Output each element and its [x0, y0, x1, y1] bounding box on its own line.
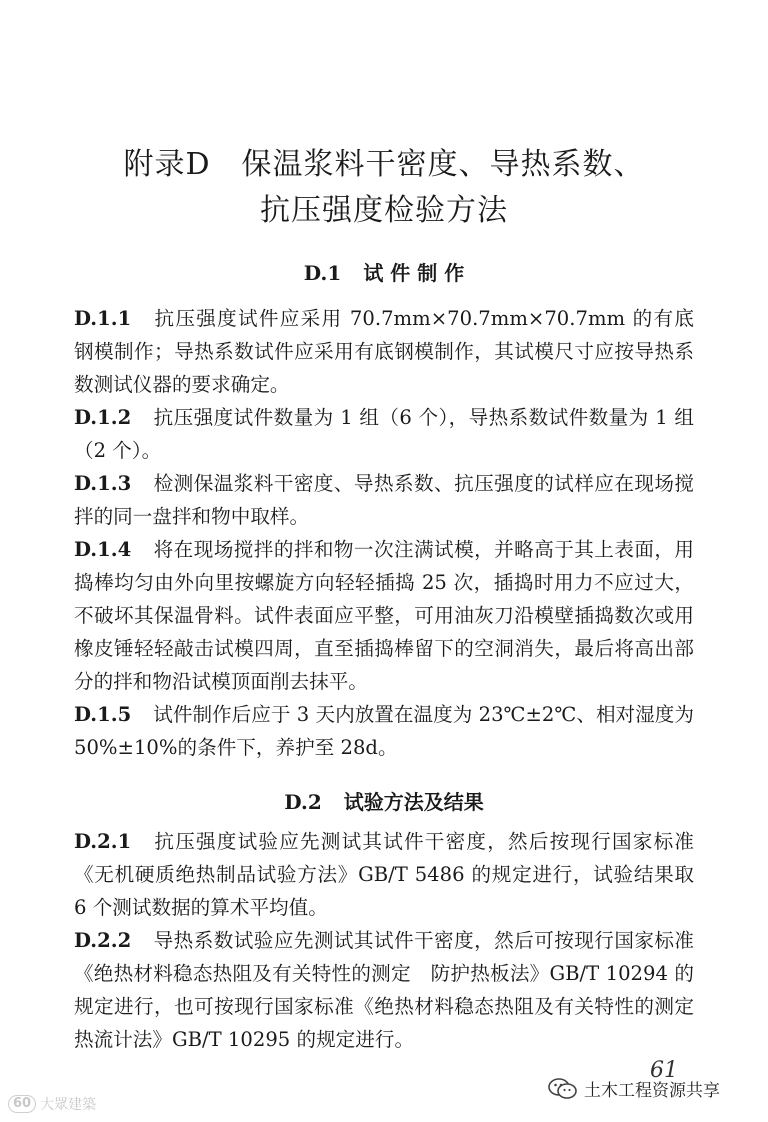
section-number: D.2: [284, 790, 322, 814]
title-line-1: 附录D 保温浆料干密度、导热系数、: [123, 147, 645, 182]
watermark-logo: 60: [8, 1095, 36, 1113]
clause-d-2-1: [74, 825, 694, 924]
section-d2-body: [74, 825, 714, 1056]
clause-d-1-3: [74, 467, 694, 533]
section-heading-d1: [60, 257, 708, 286]
watermark-source-text: 土木工程资源共享: [584, 1081, 720, 1101]
clause-text: 抗压强度试件数量为 1 组（6 个），导热系数试件数量为 1 组（2 个）。: [74, 406, 694, 462]
clause-d-1-2: [74, 401, 694, 467]
watermark-source: [548, 1076, 720, 1101]
clause-number: D.1.3: [74, 472, 132, 495]
page-number: 61: [650, 1058, 678, 1083]
section-number: D.1: [303, 261, 342, 285]
watermark-corner-text: 大眾建築: [40, 1097, 97, 1113]
title-line-2: 抗压强度检验方法: [260, 193, 508, 228]
wechat-icon: [548, 1077, 578, 1101]
clause-number: D.1.5: [74, 703, 132, 726]
clause-text: 导热系数试验应先测试其试件干密度，然后可按现行国家标准《绝热材料稳态热阻及有关特性的测定 防护热板法》GB/T 10294 的规定进行，也可按现行国家标准《绝热材料稳态热阻及有关特性的测定 热流计法》GB/T 10295 的规定进行。: [74, 929, 714, 1051]
clause-text: 抗压强度试件应采用 70.7mm×70.7mm×70.7mm 的有底钢模制作；导热系数试件应采用有底钢模制作，其试模尺寸应按导热系数测试仪器的要求确定。: [74, 307, 694, 396]
section-heading-d2: [60, 786, 708, 815]
appendix-title: [60, 142, 708, 234]
clause-number: D.2.1: [74, 830, 132, 853]
section-title: 试验方法及结果: [343, 790, 484, 814]
clause-text: 将在现场搅拌的拌和物一次注满试模，并略高于其上表面，用捣棒均匀由外向里按螺旋方向轻轻插捣 25 次，插捣时用力不应过大，不破坏其保温骨料。试件表面应平整，可用油灰刀沿模壁插捣数次或用橡皮锤轻轻敲击试模四周，直至插捣棒留下的空洞消失，最后将高出部分的拌和物沿试模顶面削去抹平。: [74, 538, 694, 693]
clause-d-1-5: [74, 698, 694, 764]
clause-number: D.1.1: [74, 307, 132, 330]
clause-d-1-1: [74, 302, 694, 401]
clause-number: D.2.2: [74, 929, 132, 952]
clause-text: 试件制作后应于 3 天内放置在温度为 23℃±2℃、相对湿度为 50%±10%的条件下，养护至 28d。: [74, 703, 694, 759]
clause-d-2-2: [74, 924, 714, 1056]
clause-number: D.1.4: [74, 538, 132, 561]
section-d1-body: [74, 302, 694, 764]
clause-text: 抗压强度试验应先测试其试件干密度，然后按现行国家标准《无机硬质绝热制品试验方法》GB/T 5486 的规定进行，试验结果取 6 个测试数据的算术平均值。: [74, 830, 694, 919]
watermark-corner: [8, 1094, 96, 1114]
clause-text: 检测保温浆料干密度、导热系数、抗压强度的试样应在现场搅拌的同一盘拌和物中取样。: [74, 472, 694, 528]
clause-d-1-4: [74, 533, 694, 698]
clause-number: D.1.2: [74, 406, 132, 429]
section-title: 试 件 制 作: [363, 261, 465, 285]
